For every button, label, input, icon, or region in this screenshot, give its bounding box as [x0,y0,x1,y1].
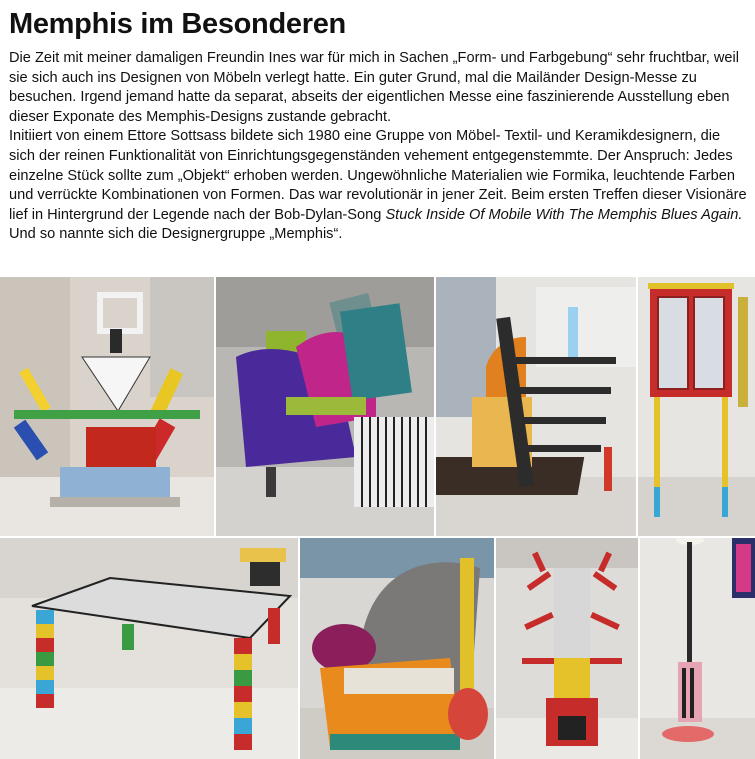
paragraph-2-end: Und so nannte sich die Designergruppe „Memphis“. [9,226,343,243]
photo-table [0,538,298,759]
paragraph-1: Die Zeit mit meiner damaligen Freundin Ines war für mich in Sachen „Form- und Farbgebung“ sehr fruchtbar, weil sie sich auch ins Designen von Möbeln verlegt hatte. Ein guter Grund, mal die Mailänder Design-Messe zu besuchen. Irgend jemand hatte da separat, abseits der eigentlichen Messe eine faszinierende Ausstellung eben dieser Exponate des Memphis-Designs zustande gebracht. [9,50,740,125]
photo-totem-shelf [496,538,638,759]
song-title: Stuck Inside Of Mobile With The Memphis Blues Again. [385,206,743,223]
photo-floor-lamp [640,538,755,759]
photo-shelf [436,277,636,536]
photo-cabinet [638,277,755,536]
article-title: Memphis im Besonderen [9,8,346,40]
photo-sofa [216,277,434,536]
article-body [9,49,749,245]
paragraph-2-start: Initiiert von einem Ettore Sottsass bildete sich 1980 eine Gruppe von Möbel- Textil- und Keramikdesignern, die sich der reinen Funktionalität von Einrichtungsgegenständen vehement entgegenstemmte. Der Anspruch: Jedes einzelne Stück sollte zum „Objekt“ erhoben werden. Ungewöhnliche Materialien wie Formika, leuchtende Farben und verrückte Kombinationen von Formen. Das war revolutionär in jener Zeit. Beim ersten Treffen dieser Visionäre lief in Hintergrund der Legende nach der Bob-Dylan-Song [9,128,747,223]
paragraph-2 [9,127,749,245]
photo-armchair [300,538,494,759]
photo-carlton-bookcase [0,277,214,536]
